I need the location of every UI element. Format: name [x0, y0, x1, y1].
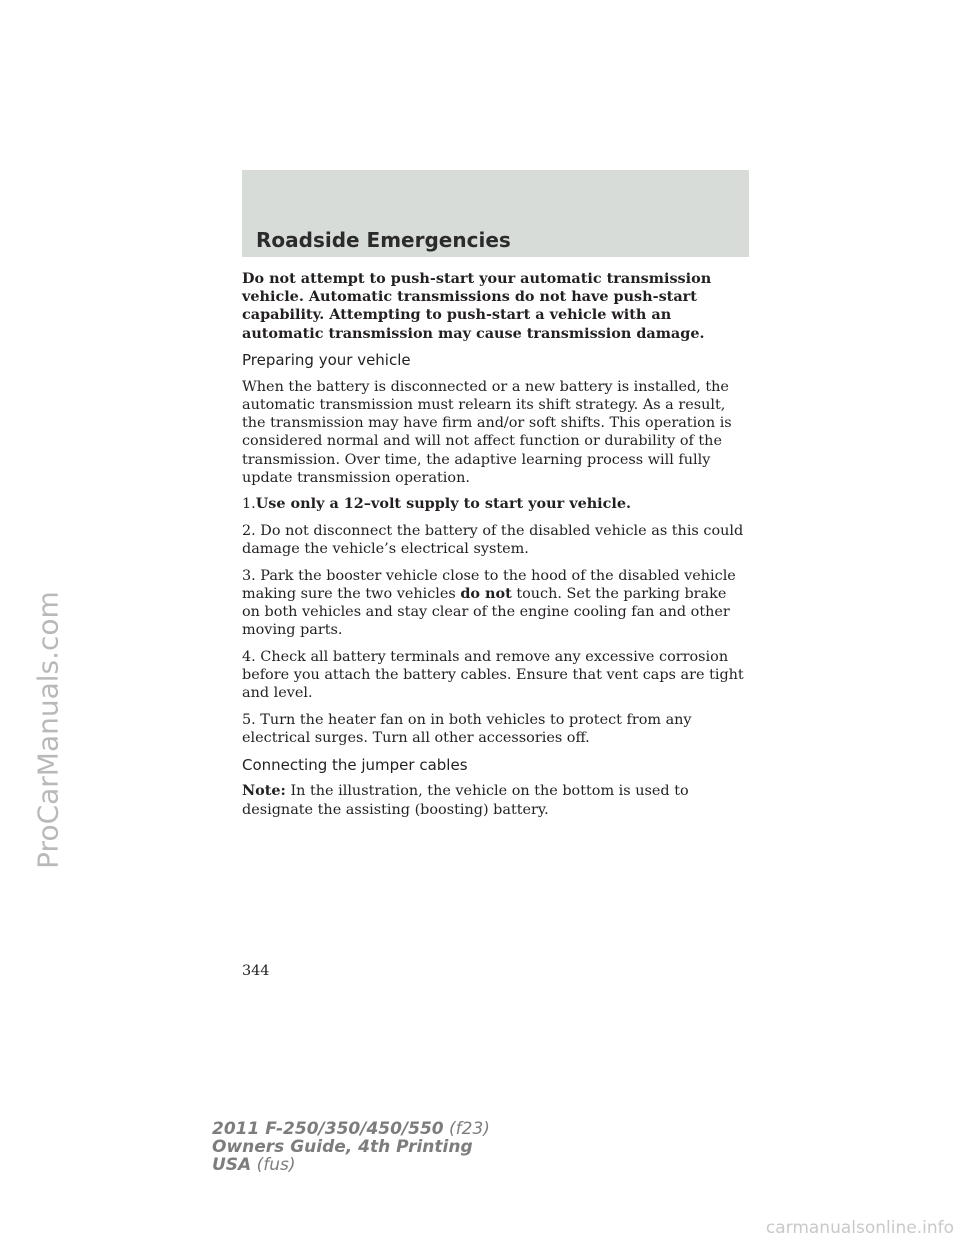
- footer-line-2: Owners Guide, 4th Printing: [212, 1137, 473, 1157]
- footer-region-code: (fus): [251, 1155, 296, 1175]
- note-paragraph: [242, 782, 748, 818]
- note-label: Note:: [242, 782, 286, 800]
- footer-region: USA: [212, 1155, 252, 1175]
- step-1-number: 1.: [242, 496, 256, 513]
- step-1-text: Use only a 12–volt supply to start your vehicle.: [255, 495, 632, 513]
- heading-connecting-cables: Connecting the jumper cables: [242, 755, 468, 774]
- note-text: In the illustration, the vehicle on the bottom is used to designate the assisting (boosting) battery.: [242, 783, 689, 818]
- footer-model: 2011 F-250/350/450/550: [212, 1119, 444, 1139]
- warning-text: Do not attempt to push-start your automatic transmission vehicle. Automatic transmissions do not have push-start capability. Attempting to push-start a vehicle with an automatic transmission may cause transmission damage.: [242, 270, 712, 342]
- document-footer: [212, 1120, 490, 1174]
- step-3-text-b: touch. Set the parking brake on both vehicles and stay clear of the engine cooling fan and other moving parts.: [242, 586, 730, 639]
- page-content: [242, 270, 748, 827]
- section-title: Roadside Emergencies: [256, 228, 511, 252]
- side-watermark: ProCarManuals.com: [31, 591, 65, 869]
- step-3-emphasis: do not: [460, 585, 512, 602]
- paragraph-battery-relearn: When the battery is disconnected or a new battery is installed, the automatic transmission must relearn its shift strategy. As a result, the transmission may have firm and/or soft shifts. This operation is considered normal and will not affect function or durability of the transmission. Over time, the adaptive learning process will fully update transmission operation.: [242, 378, 732, 486]
- footer-line-3: [212, 1156, 490, 1174]
- page-number: 344: [242, 963, 270, 979]
- footer-line-1: [212, 1120, 490, 1138]
- heading-preparing-vehicle: Preparing your vehicle: [242, 351, 411, 370]
- step-3-text-a: 3. Park the booster vehicle close to the hood of the disabled vehicle making sure the two vehicles: [242, 567, 736, 602]
- section-header-band: [242, 170, 749, 257]
- step-2: 2. Do not disconnect the battery of the disabled vehicle as this could damage the vehicle’s electrical system.: [242, 523, 744, 558]
- step-1: [242, 495, 748, 513]
- step-3: [242, 567, 748, 640]
- footer-model-code: (f23): [443, 1119, 490, 1139]
- step-4: 4. Check all battery terminals and remove any excessive corrosion before you attach the battery cables. Ensure that vent caps are tight and level.: [242, 649, 744, 702]
- step-5: 5. Turn the heater fan on in both vehicles to protect from any electrical surges. Turn all other accessories off.: [242, 712, 692, 747]
- site-watermark: carmanualsonline.info: [765, 1218, 954, 1238]
